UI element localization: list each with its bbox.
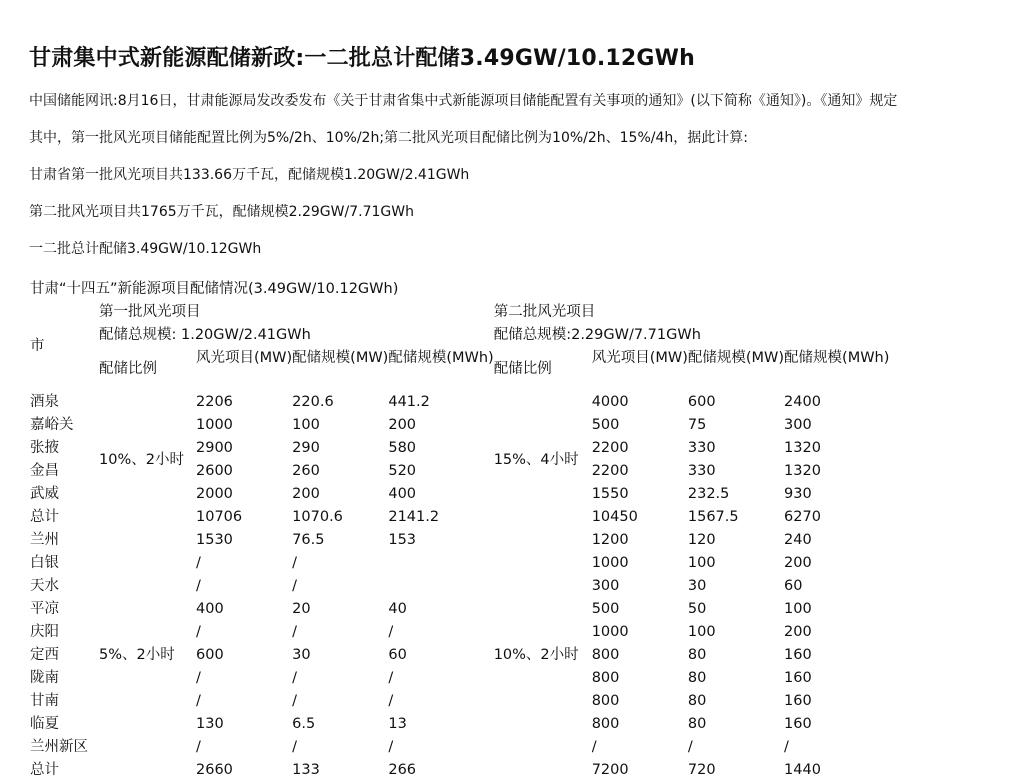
batch1-value-cell: 6.5 [292,716,316,732]
article-title: 甘肃集中式新能源配储新政:一二批总计配储3.49GW/10.12GWh [29,46,696,71]
batch1-value-cell: 100 [292,417,320,433]
batch1-value-cell: 2900 [196,440,233,456]
batch2-value-cell: 100 [687,555,716,571]
batch2-ratio-cell: 10%、2小时 [493,647,579,663]
batch1-value-cell: 60 [388,647,407,663]
batch1-value-cell: / [388,693,394,709]
batch2-storage-mwh-header: 配储规模(MWh) [784,350,890,366]
batch2-value-cell: 2200 [591,463,629,479]
table-row [30,391,889,414]
batch1-value-cell: 2141.2 [388,509,440,525]
batch2-value-cell: 160 [784,716,812,732]
batch2-wind-header: 风光项目(MW) [591,350,688,366]
batch2-value-cell: 300 [784,417,812,433]
batch2-value-cell: 330 [687,440,716,456]
batch1-value-cell: 2000 [196,486,233,502]
batch1-value-cell: / [196,555,201,571]
batch1-value-cell: 266 [388,762,417,778]
batch2-value-cell: 1567.5 [687,509,739,525]
batch2-value-cell: 120 [687,532,716,548]
batch1-value-cell: 153 [388,532,417,548]
batch1-value-cell: 1000 [196,417,233,433]
city-cell: 庆阳 [30,624,59,640]
batch2-value-cell: 800 [591,693,620,709]
batch2-value-cell: 500 [591,417,620,433]
batch2-title: 第二批风光项目 [493,304,596,320]
batch2-value-cell: 600 [687,394,716,410]
batch2-total: 配储总规模:2.29GW/7.71GWh [493,327,701,343]
batch2-value-cell: 1000 [591,624,629,640]
batch2-value-cell: / [591,739,597,755]
batch1-value-cell: 400 [388,486,417,502]
batch2-value-cell: 930 [784,486,812,502]
city-column-header: 市 [30,337,45,354]
batch1-value-cell: 40 [388,601,407,617]
city-cell: 总计 [30,762,59,778]
batch2-value-cell: 75 [687,417,707,433]
batch1-value-cell: 290 [292,440,320,456]
batch1-value-cell: 200 [388,417,417,433]
batch1-value-cell: 130 [196,716,224,732]
batch2-value-cell: 160 [784,647,812,663]
batch2-value-cell: 50 [687,601,707,617]
batch1-value-cell: 133 [292,762,320,778]
table-row [30,529,889,552]
city-cell: 临夏 [30,716,59,732]
batch2-value-cell: / [784,739,789,755]
batch1-value-cell: / [292,670,298,686]
batch2-value-cell: 7200 [591,762,629,778]
batch1-value-cell: / [292,693,298,709]
batch1-value-cell: / [292,578,298,594]
batch2-value-cell: 1320 [784,463,821,479]
batch2-value-cell: 800 [591,716,620,732]
city-cell: 嘉峪关 [30,417,74,433]
batch1-value-cell: / [196,670,201,686]
city-cell: 兰州 [30,532,59,548]
batch2-ratio-cell: 15%、4小时 [493,451,579,468]
article-paragraph-ratios: 其中，第一批风光项目储能配置比例为5%/2h、10%/2h;第二批风光项目配储比例为10%/2h、15%/4h，据此计算: [29,130,748,146]
batch2-value-cell: 1320 [784,440,821,456]
batch1-value-cell: 2600 [196,463,233,479]
city-cell: 白银 [30,555,59,571]
batch1-value-cell: 400 [196,601,224,617]
batch1-title: 第一批风光项目 [99,304,201,320]
batch2-value-cell: 60 [784,578,803,594]
batch1-value-cell: 2660 [196,762,233,778]
batch1-value-cell: 220.6 [292,394,334,410]
batch2-value-cell: 720 [687,762,716,778]
article-paragraph-total: 一二批总计配储3.49GW/10.12GWh [29,241,262,257]
batch2-value-cell: 100 [784,601,812,617]
batch1-value-cell: 2206 [196,394,233,410]
batch1-value-cell: 200 [292,486,320,502]
batch2-value-cell: 1440 [784,762,821,778]
batch2-value-cell: 240 [784,532,812,548]
batch2-value-cell: 200 [784,555,812,571]
batch1-value-cell: / [196,624,201,640]
batch1-storage-mwh-header: 配储规模(MWh) [388,350,494,366]
batch2-value-cell: 300 [591,578,620,594]
batch2-value-cell: 160 [784,670,812,686]
batch2-value-cell: 2400 [784,394,821,410]
batch2-ratio-header: 配储比例 [493,360,552,377]
batch2-value-cell: 80 [687,647,707,663]
city-cell: 定西 [30,647,59,663]
batch1-ratio-cell: 10%、2小时 [99,451,184,468]
article-paragraph-batch2: 第二批风光项目共1765万千瓦，配储规模2.29GW/7.71GWh [29,204,414,220]
batch1-value-cell: / [388,739,394,755]
city-cell: 陇南 [30,670,59,686]
batch2-value-cell: 330 [687,463,716,479]
batch1-ratio-cell: 5%、2小时 [99,647,175,663]
batch2-value-cell: 800 [591,647,620,663]
batch1-value-cell: 20 [292,601,311,617]
batch2-value-cell: 80 [687,670,707,686]
batch1-value-cell: 520 [388,463,417,479]
batch1-value-cell: 260 [292,463,320,479]
batch1-value-cell: 76.5 [292,532,325,548]
city-cell: 天水 [30,578,59,594]
batch2-value-cell: 30 [687,578,707,594]
batch1-value-cell: / [388,670,394,686]
batch1-value-cell [388,552,493,575]
batch2-value-cell: 1200 [591,532,629,548]
city-cell: 甘南 [30,693,59,709]
city-cell: 武威 [30,486,59,502]
city-cell: 酒泉 [30,394,59,410]
batch1-storage-mw-header: 配储规模(MW) [292,350,389,366]
batch1-value-cell: 30 [292,647,311,663]
batch2-value-cell: 80 [687,716,707,732]
batch1-total: 配储总规模: 1.20GW/2.41GWh [99,327,311,343]
batch2-value-cell: 80 [687,693,707,709]
batch1-value-cell: 13 [388,716,407,732]
batch2-value-cell: 6270 [784,509,821,525]
city-cell: 兰州新区 [30,739,88,755]
city-cell: 总计 [30,509,59,525]
article-paragraph-intro: 中国储能网讯:8月16日，甘肃能源局发改委发布《关于甘肃省集中式新能源项目储能配置有关事项的通知》(以下简称《通知》)。《通知》规定 [29,93,898,109]
batch2-value-cell: 200 [784,624,812,640]
batch1-value-cell: / [388,624,394,640]
batch2-value-cell: 500 [591,601,620,617]
batch2-value-cell: 100 [687,624,716,640]
batch2-value-cell: 2200 [591,440,629,456]
batch1-value-cell: 580 [388,440,417,456]
batch2-value-cell: 10450 [591,509,638,525]
batch1-value-cell: 1530 [196,532,233,548]
article-paragraph-batch1: 甘肃省第一批风光项目共133.66万千瓦，配储规模1.20GW/2.41GWh [29,167,470,183]
city-cell: 平凉 [30,601,59,617]
batch2-storage-mw-header: 配储规模(MW) [687,350,785,366]
batch2-value-cell: 4000 [591,394,629,410]
table-caption: 甘肃“十四五”新能源项目配储情况(3.49GW/10.12GWh) [30,281,399,297]
batch1-value-cell: / [196,578,201,594]
batch1-value-cell: 1070.6 [292,509,343,525]
batch2-value-cell: 160 [784,693,812,709]
batch1-value-cell: 600 [196,647,224,663]
storage-capacity-table [30,278,889,782]
batch1-value-cell [388,575,493,598]
batch2-value-cell: 800 [591,670,620,686]
city-cell: 金昌 [30,463,59,479]
batch1-value-cell: / [292,624,298,640]
batch1-wind-header: 风光项目(MW) [196,350,293,366]
batch2-value-cell: 1550 [591,486,629,502]
batch2-value-cell: 1000 [591,555,629,571]
city-cell: 张掖 [30,440,59,456]
batch1-value-cell: / [196,693,201,709]
batch1-value-cell: / [196,739,201,755]
batch1-ratio-header: 配储比例 [99,360,157,377]
batch1-value-cell: / [292,739,298,755]
batch1-value-cell: 441.2 [388,394,430,410]
batch1-value-cell: / [292,555,298,571]
batch2-value-cell: 232.5 [687,486,730,502]
batch1-value-cell: 10706 [196,509,243,525]
batch2-value-cell: / [687,739,693,755]
